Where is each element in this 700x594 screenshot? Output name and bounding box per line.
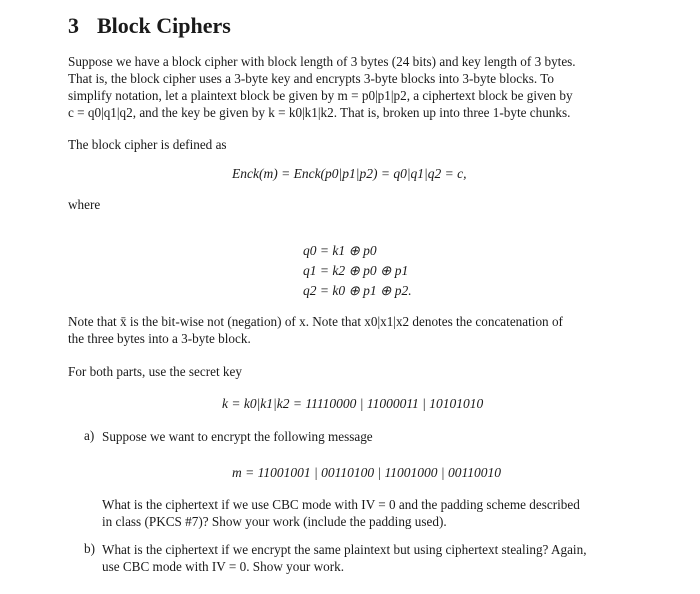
defined-as-text: The block cipher is defined as [68, 137, 227, 152]
q2-equation: q2 = k0 ⊕ p1 ⊕ p2. [303, 283, 412, 298]
intro-paragraph [68, 53, 643, 121]
part-a-question [102, 496, 642, 530]
both-parts-text: For both parts, use the secret key [68, 364, 242, 379]
intro-line-1: Suppose we have a block cipher with block length of 3 bytes (24 bits) and key length of 3 bytes. [68, 54, 576, 69]
part-b-line-1: What is the ciphertext if we encrypt the same plaintext but using ciphertext stealing? Again, [102, 542, 587, 557]
intro-line-4: c = q0|q1|q2, and the key be given by k = k0|k1|k2. That is, broken up into three 1-byte chunks. [68, 105, 571, 120]
message-equation: m = 11001001 | 00110100 | 11001000 | 00110010 [232, 465, 501, 480]
note-line-1: Note that x̄ is the bit-wise not (negation) of x. Note that x0|x1|x2 denotes the concatenation of [68, 314, 563, 329]
section-title: Block Ciphers [97, 13, 231, 38]
part-a-question-line-2: in class (PKCS #7)? Show your work (include the padding used). [102, 514, 447, 529]
part-b-question [102, 541, 642, 575]
part-b-label: b) [84, 541, 95, 556]
q1-equation: q1 = k2 ⊕ p0 ⊕ p1 [303, 263, 409, 278]
intro-line-2: That is, the block cipher uses a 3-byte key and encrypts 3-byte blocks into 3-byte blocks. To [68, 71, 554, 86]
section-number: 3 [68, 13, 79, 38]
where-text: where [68, 197, 101, 212]
part-b-line-2: use CBC mode with IV = 0. Show your work. [102, 559, 345, 574]
key-equation: k = k0|k1|k2 = 11110000 | 11000011 | 10101010 [222, 396, 484, 411]
section-heading [68, 13, 231, 39]
note-line-2: the three bytes into a 3-byte block. [68, 331, 251, 346]
part-a-prompt: Suppose we want to encrypt the following message [102, 429, 373, 444]
note-paragraph [68, 313, 643, 347]
intro-line-3: simplify notation, let a plaintext block be given by m = p0|p1|p2, a ciphertext block be given by [68, 88, 573, 103]
part-a-question-line-1: What is the ciphertext if we use CBC mode with IV = 0 and the padding scheme described [102, 497, 580, 512]
q0-equation: q0 = k1 ⊕ p0 [303, 243, 377, 258]
part-a-label: a) [84, 428, 95, 443]
enc-equation: Enck(m) = Enck(p0|p1|p2) = q0|q1|q2 = c, [232, 166, 467, 181]
